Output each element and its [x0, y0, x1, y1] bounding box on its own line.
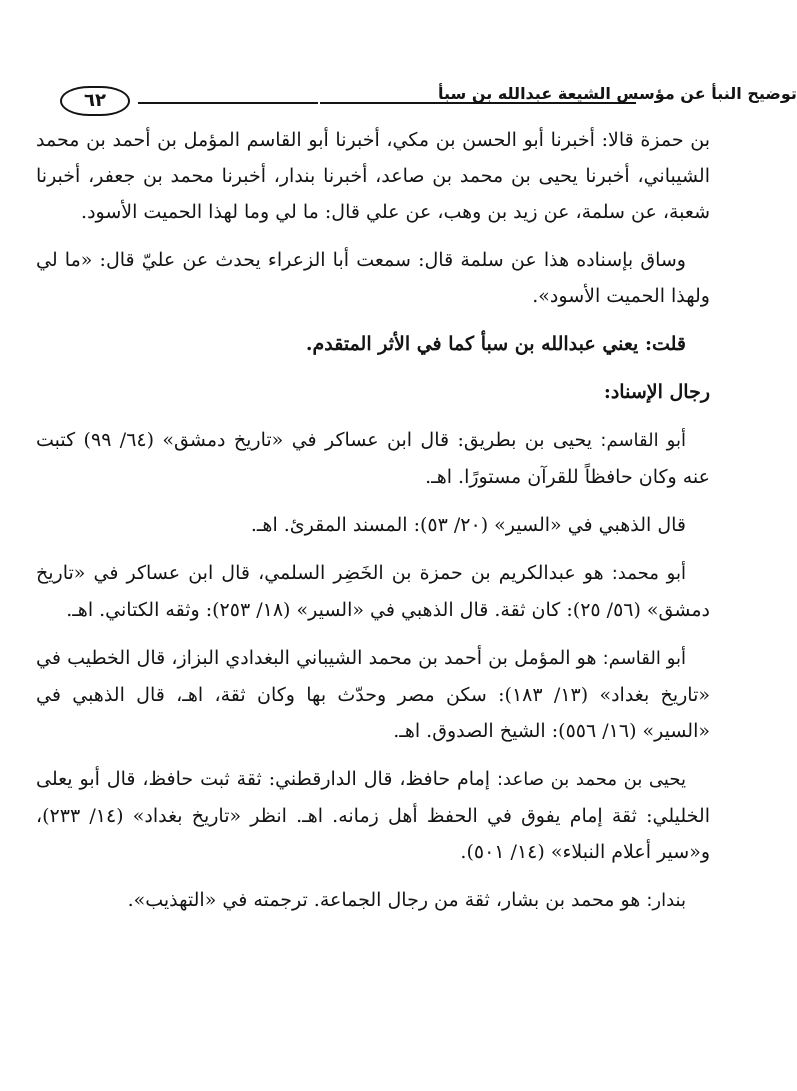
narrator-4-text: إمام حافظ، قال الدارقطني: ثقة ثبت حافظ، قال أبو يعلى الخليلي: ثقة إمام يفوق في الحفظ أهل زمانه. اهـ. انظر «تاريخ بغداد» (١٤/ ٢٣٣)، و«سير أعلام النبلاء» (١٤/ ٥٠١).: [36, 768, 710, 863]
narrator-3-label: أبو القاسم:: [602, 648, 687, 669]
narrator-5-label: بندار:: [646, 890, 686, 911]
paragraph-1: بن حمزة قالا: أخبرنا أبو الحسن بن مكي، أخبرنا أبو القاسم المؤمل بن أحمد بن محمد الشيباني، أخبرنا يحيى بن محمد بن صاعد، أخبرنا بندار، أخبرنا محمد بن جعفر، أخبرنا شعبة، عن سلمة، عن زيد بن وهب، عن علي قال: ما لي وما لهذا الحميت الأسود.: [36, 129, 710, 223]
narrator-2-label: أبو محمد:: [611, 563, 686, 584]
paragraph-3: قلت: يعني عبدالله بن سبأ كما في الأثر المتقدم.: [305, 333, 686, 355]
narrator-5: [36, 882, 710, 919]
narrator-5-text: هو محمد بن بشار، ثقة من رجال الجماعة. ترجمته في «التهذيب».: [127, 889, 641, 911]
narrator-3: [36, 640, 710, 749]
narrator-1-note: قال الذهبي في «السير» (٢٠/ ٥٣): المسند المقرئ. اهـ.: [250, 514, 686, 536]
paragraph-2: وساق بإسناده هذا عن سلمة قال: سمعت أبا الزعراء يحدث عن عليّ قال: «ما لي ولهذا الحميت الأسود».: [36, 249, 710, 307]
narrator-4: [36, 761, 710, 870]
narrator-3-text: هو المؤمل بن أحمد بن محمد الشيباني البغدادي البزاز، قال الخطيب في «تاريخ بغداد» (١٣/ ١٨٣): سكن مصر وحدّث بها وكان ثقة، اهـ، قال الذهبي في «السير» (١٦/ ٥٥٦): الشيخ الصدوق. اهـ.: [36, 647, 710, 742]
section-title: رجال الإسناد:: [603, 381, 710, 403]
narrator-2-text: هو عبدالكريم بن حمزة بن الخَضِر السلمي، قال ابن عساكر في «تاريخ دمشق» (٥٦/ ٢٥): كان ثقة. قال الذهبي في «السير» (١٨/ ٢٥٣): وثقه الكتاني. اهـ.: [36, 562, 710, 621]
page-header: [20, 80, 797, 120]
narrator-1: [36, 422, 710, 495]
narrator-2: [36, 555, 710, 628]
running-title: توضيح النبأ عن مؤسس الشيعة عبدالله بن سبأ: [438, 84, 797, 103]
header-rule-left: [138, 102, 318, 104]
narrator-4-label: يحيى بن محمد بن صاعد:: [496, 769, 686, 790]
narrator-1-label: أبو القاسم:: [600, 430, 686, 451]
narrator-1-text: يحيى بن بطريق: قال ابن عساكر في «تاريخ دمشق» (٦٤/ ٩٩) كتبت عنه وكان حافظاً للقرآن مستورًا. اهـ.: [36, 429, 710, 488]
page-number: ٦٢: [60, 86, 130, 116]
page-body: [36, 122, 710, 931]
